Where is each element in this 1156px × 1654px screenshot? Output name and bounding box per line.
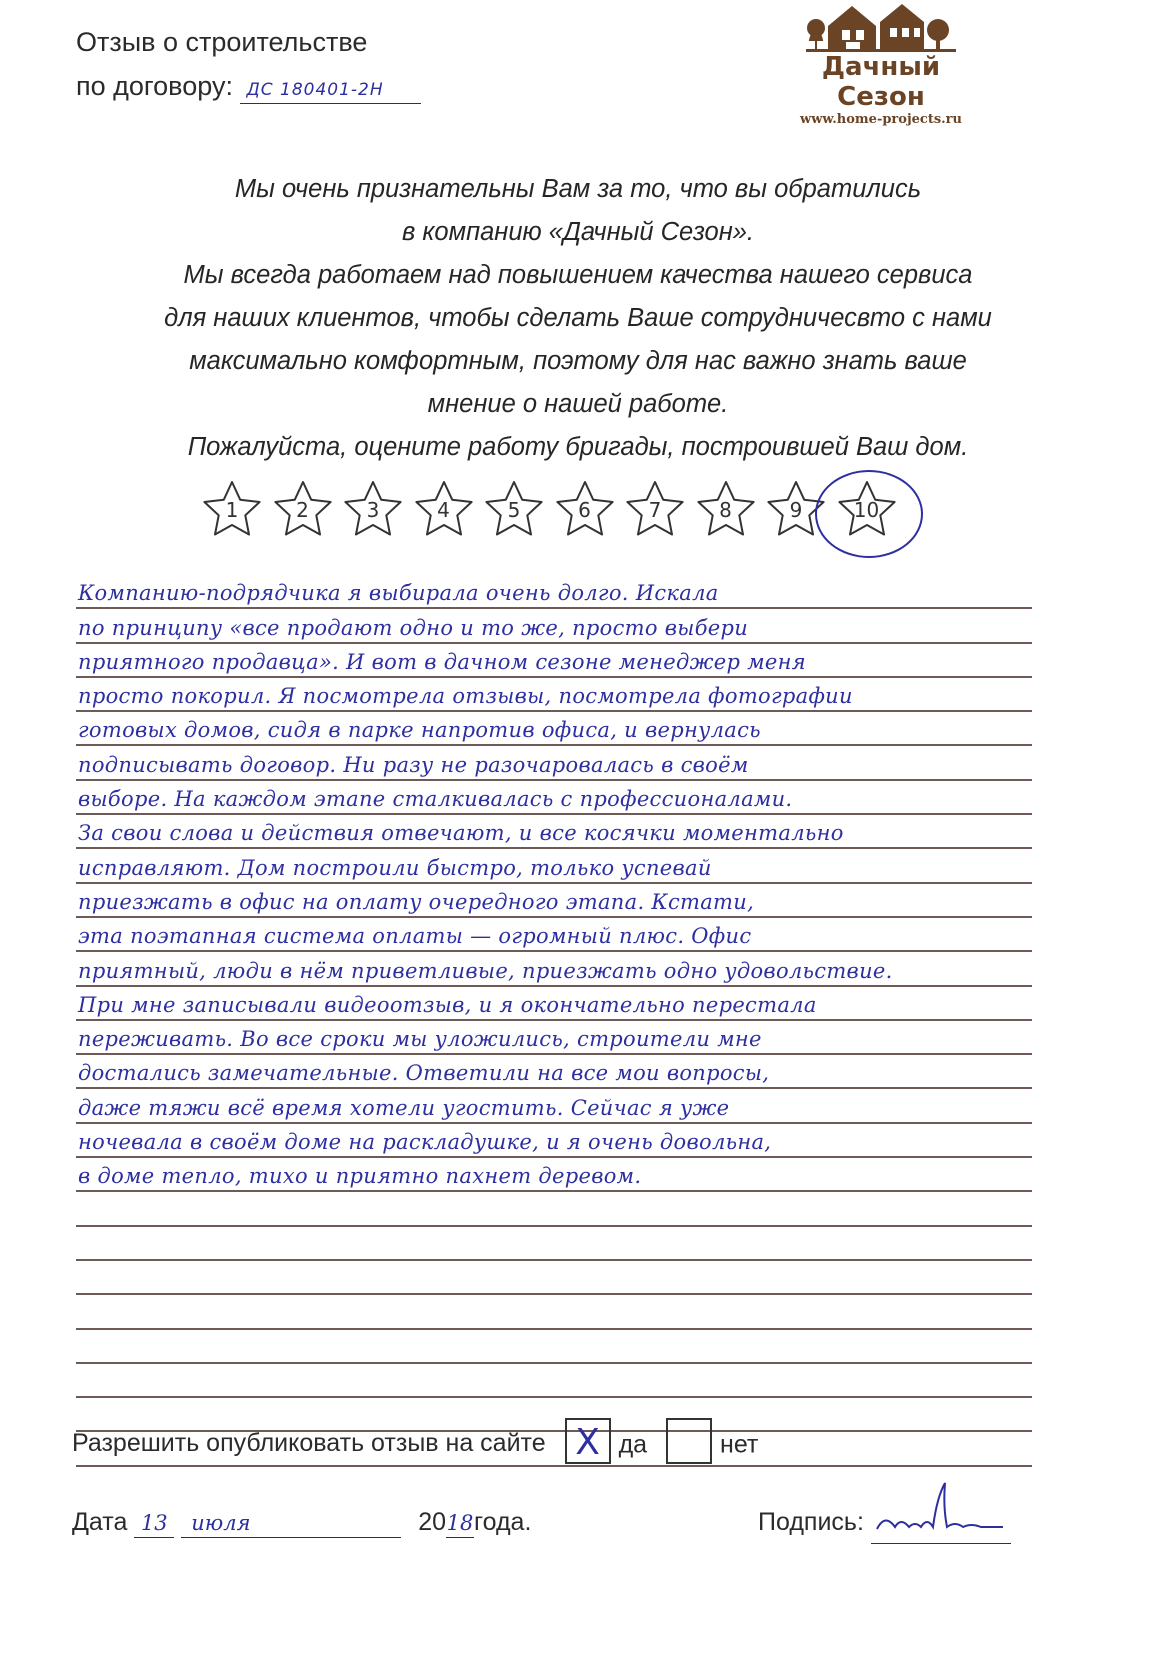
form-footer xyxy=(72,1500,1072,1544)
review-line-text: исправляют. Дом построили быстро, только успевай xyxy=(78,855,712,880)
yes-label: да xyxy=(618,1430,648,1459)
star-number: 5 xyxy=(507,498,521,522)
form-title: Отзыв о строительстве xyxy=(76,27,368,57)
review-line-text: готовых домов, сидя в парке напротив офиса, и вернулась xyxy=(78,718,761,743)
star-number: 9 xyxy=(789,498,803,522)
star-number: 6 xyxy=(578,498,591,522)
review-line-text: ночевала в своём доме на раскладушке, и я очень довольна, xyxy=(78,1130,772,1155)
rating-star-4[interactable] xyxy=(412,480,476,540)
star-number: 3 xyxy=(366,498,380,522)
review-line xyxy=(76,1089,1032,1123)
year-prefix: 20 xyxy=(418,1508,447,1536)
selected-rating-circle xyxy=(815,470,923,558)
review-line xyxy=(76,678,1032,712)
date-year[interactable]: 18 xyxy=(446,1509,474,1538)
star-number: 4 xyxy=(437,498,450,522)
rating-star-2[interactable] xyxy=(271,480,335,540)
rating-star-6[interactable] xyxy=(553,480,617,540)
star-number: 8 xyxy=(719,498,732,522)
review-line xyxy=(76,1192,1032,1226)
review-line-text: даже тяжи всё время хотели угостить. Сейчас я уже xyxy=(78,1095,730,1120)
review-line xyxy=(76,1055,1032,1089)
review-line xyxy=(76,918,1032,952)
review-line-text: переживать. Во все сроки мы уложились, строители мне xyxy=(78,1027,762,1052)
review-line-text: приезжать в офис на оплату очередного этапа. Кстати, xyxy=(78,889,755,914)
review-line xyxy=(76,781,1032,815)
star-number: 2 xyxy=(296,498,309,522)
review-line xyxy=(76,815,1032,849)
logo-url: www.home-projects.ru xyxy=(800,112,962,127)
signature-label: Подпись: xyxy=(758,1508,864,1536)
signature-block xyxy=(758,1500,1011,1544)
review-line xyxy=(76,1158,1032,1192)
review-line xyxy=(76,987,1032,1021)
review-line-text: по принципу «все продают одно и то же, просто выбери xyxy=(78,615,749,640)
review-line xyxy=(76,1295,1032,1329)
intro-line: Мы всегда работаем над повышением качества нашего сервиса xyxy=(183,261,973,289)
review-line xyxy=(76,746,1032,780)
intro-line: максимально комфортным, поэтому для нас важно знать ваше xyxy=(189,347,967,375)
review-line-text: достались замечательные. Ответили на все мои вопросы, xyxy=(78,1061,770,1086)
year-word: года. xyxy=(474,1508,532,1536)
review-line xyxy=(76,952,1032,986)
logo-name: Дачный Сезон xyxy=(821,52,941,112)
review-line-text: выборе. На каждом этапе сталкивалась с профессионалами. xyxy=(78,787,793,812)
intro-text xyxy=(60,168,1096,469)
review-line xyxy=(76,884,1032,918)
star-number: 10 xyxy=(853,498,880,522)
house-logo-icon xyxy=(806,0,956,52)
rating-star-8[interactable] xyxy=(694,480,758,540)
permission-no-checkbox[interactable] xyxy=(666,1418,712,1464)
intro-line: для наших клиентов, чтобы сделать Ваше сотрудничесвто с нами xyxy=(164,304,992,332)
signature-field[interactable] xyxy=(871,1507,1011,1544)
intro-line: Мы очень признательны Вам за то, что вы обратились xyxy=(234,175,922,203)
rating-star-7[interactable] xyxy=(623,480,687,540)
review-line xyxy=(76,1261,1032,1295)
review-line-text: приятного продавца». И вот в дачном сезоне менеджер меня xyxy=(78,649,806,674)
form-header xyxy=(76,20,421,108)
contract-label: по договору: xyxy=(76,71,233,101)
contract-row xyxy=(76,64,421,108)
review-line xyxy=(76,1124,1032,1158)
review-line-text: Компанию-подрядчика я выбирала очень долго. Искала xyxy=(78,581,719,606)
review-line xyxy=(76,644,1032,678)
intro-line: Пожалуйста, оцените работу бригады, построившей Ваш дом. xyxy=(187,433,969,461)
star-number: 7 xyxy=(648,498,662,522)
review-line-text: в доме тепло, тихо и приятно пахнет деревом. xyxy=(78,1164,642,1189)
review-line xyxy=(76,849,1032,883)
date-month[interactable]: июля xyxy=(181,1509,401,1538)
review-line-text: подписывать договор. Ни разу не разочаровалась в своём xyxy=(78,752,749,777)
review-line xyxy=(76,609,1032,643)
review-line-text: эта поэтапная система оплаты — огромный плюс. Офис xyxy=(78,924,752,949)
rating-star-1[interactable] xyxy=(200,480,264,540)
review-line xyxy=(76,1021,1032,1055)
review-text-area[interactable] xyxy=(76,575,1032,1467)
rating-star-5[interactable] xyxy=(482,480,546,540)
rating-star-3[interactable] xyxy=(341,480,405,540)
intro-line: в компанию «Дачный Сезон». xyxy=(401,218,755,246)
review-line-text: При мне записывали видеоотзыв, и я окончательно перестала xyxy=(78,992,817,1017)
review-line xyxy=(76,575,1032,609)
company-logo xyxy=(776,0,986,127)
date-label: Дата xyxy=(72,1508,128,1536)
review-line-text: приятный, люди в нём приветливые, приезжать одно удовольствие. xyxy=(78,958,893,983)
publish-permission xyxy=(72,1418,758,1469)
review-line xyxy=(76,1227,1032,1261)
handwritten-signature xyxy=(871,1477,1011,1543)
contract-number[interactable]: ДС 180401-2Н xyxy=(240,77,421,104)
checkbox-mark: X xyxy=(575,1422,600,1464)
review-line xyxy=(76,712,1032,746)
permission-label: Разрешить опубликовать отзыв на сайте xyxy=(72,1429,546,1457)
review-line-text: просто покорил. Я посмотрела отзывы, посмотрела фотографии xyxy=(78,684,853,709)
review-line xyxy=(76,1330,1032,1364)
intro-line: мнение о нашей работе. xyxy=(427,390,729,418)
star-number: 1 xyxy=(225,498,239,522)
review-line xyxy=(76,1364,1032,1398)
review-line-text: За свои слова и действия отвечают, и все косячки моментально xyxy=(78,821,844,846)
date-day[interactable]: 13 xyxy=(134,1509,174,1538)
no-label: нет xyxy=(720,1430,759,1459)
permission-yes-checkbox[interactable] xyxy=(565,1418,611,1464)
